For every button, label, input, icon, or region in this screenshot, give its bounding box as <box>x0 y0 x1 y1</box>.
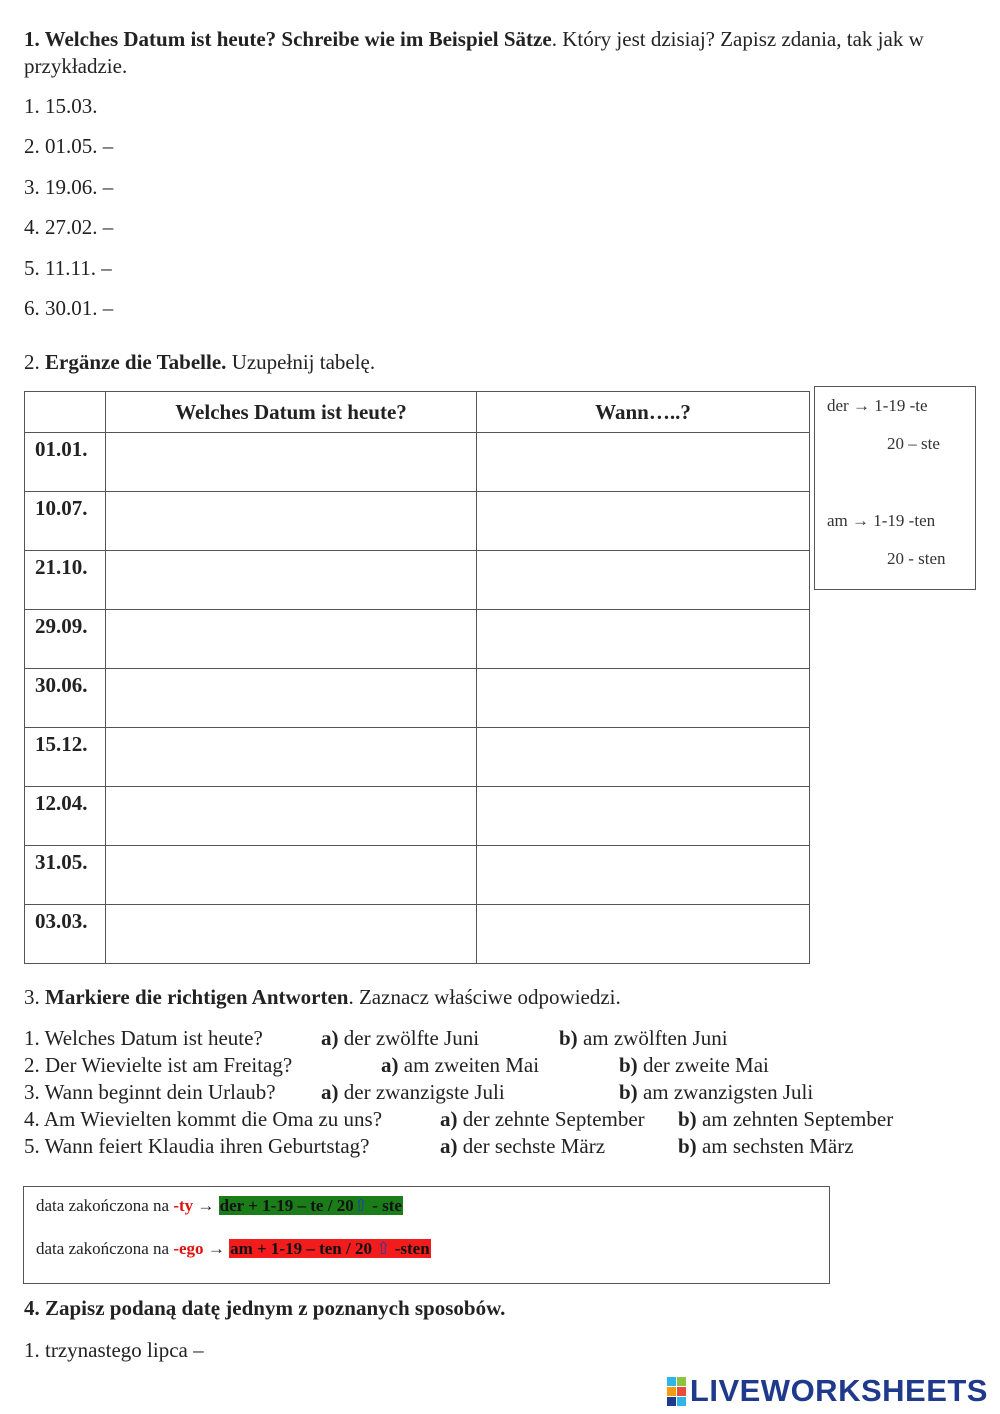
question-row <box>24 1025 984 1052</box>
option-b-label: b) <box>678 1134 697 1158</box>
answer-cell-date[interactable] <box>106 846 477 905</box>
task1-item: 1. 15.03. <box>24 94 98 118</box>
task2-title-bold: Ergänze die Tabelle. <box>45 350 227 374</box>
answer-cell-date[interactable] <box>106 787 477 846</box>
answer-cell-when[interactable] <box>477 433 810 492</box>
option-b[interactable] <box>619 1052 769 1079</box>
answer-cell-when[interactable] <box>477 610 810 669</box>
ending-rule-highlight <box>229 1239 431 1258</box>
table-row <box>25 551 810 610</box>
ending-prefix: data zakończona na <box>36 1196 170 1215</box>
table-row <box>25 728 810 787</box>
rule-der: der → 1-19 -te <box>827 396 928 415</box>
option-b-text: am sechsten März <box>701 1134 854 1158</box>
task3-heading <box>24 984 621 1011</box>
ending-rule-end: -sten <box>394 1239 430 1258</box>
option-b[interactable] <box>678 1106 893 1133</box>
table-header-when: Wann…..? <box>477 392 810 433</box>
question-text: 4. Am Wievielten kommt die Oma zu uns? <box>24 1107 383 1131</box>
row-date: 31.05. <box>25 846 106 905</box>
ending-rule-end: - ste <box>372 1196 402 1215</box>
answer-cell-when[interactable] <box>477 846 810 905</box>
task1-item: 2. 01.05. – <box>24 134 114 158</box>
option-b[interactable] <box>559 1025 728 1052</box>
ending-rule-highlight <box>219 1196 403 1215</box>
option-a-text: am zweiten Mai <box>403 1053 540 1077</box>
table-row <box>25 787 810 846</box>
ending-rule-text: am + 1-19 – ten / 20 <box>230 1239 372 1258</box>
table-row <box>25 610 810 669</box>
task3-title-rest: . Zaznacz właściwe odpowiedzi. <box>348 985 621 1009</box>
table-row <box>25 433 810 492</box>
option-b-label: b) <box>678 1107 697 1131</box>
answer-cell-date[interactable] <box>106 728 477 787</box>
rule-am: am → 1-19 -ten <box>827 511 936 530</box>
task2-prefix: 2. <box>24 350 40 374</box>
option-b-text: am zehnten September <box>701 1107 894 1131</box>
task1-item: 6. 30.01. – <box>24 296 114 320</box>
question-text: 5. Wann feiert Klaudia ihren Geburtstag? <box>24 1134 370 1158</box>
answer-cell-date[interactable] <box>106 610 477 669</box>
arrow-right-icon: → <box>197 1196 215 1215</box>
answer-cell-when[interactable] <box>477 905 810 964</box>
question-text: 3. Wann beginnt dein Urlaub? <box>24 1080 276 1104</box>
option-a-text: der zwölfte Juni <box>343 1026 480 1050</box>
row-date: 15.12. <box>25 728 106 787</box>
option-a[interactable] <box>321 1079 505 1106</box>
table-header-row <box>25 392 810 433</box>
question-text: 2. Der Wievielte ist am Freitag? <box>24 1053 293 1077</box>
table-row <box>25 492 810 551</box>
task4-item: 1. trzynastego lipca – <box>24 1338 204 1362</box>
task1-heading <box>24 26 984 80</box>
question-row <box>24 1079 984 1106</box>
ending-rule-text: der + 1-19 – te / 20 <box>219 1196 354 1215</box>
answer-cell-date[interactable] <box>106 551 477 610</box>
option-b[interactable] <box>619 1079 813 1106</box>
row-date: 01.01. <box>25 433 106 492</box>
dates-table <box>24 391 810 964</box>
answer-cell-when[interactable] <box>477 728 810 787</box>
answer-cell-date[interactable] <box>106 492 477 551</box>
option-a[interactable] <box>321 1025 479 1052</box>
ending-suffix: -ego <box>173 1239 204 1258</box>
option-a[interactable] <box>440 1133 605 1160</box>
up-arrow-icon: ⇧ <box>376 1239 391 1258</box>
option-a-text: der zehnte September <box>462 1107 645 1131</box>
answer-cell-date[interactable] <box>106 669 477 728</box>
task4-heading: 4. Zapisz podaną datę jednym z poznanych sposobów. <box>24 1296 506 1320</box>
answer-cell-date[interactable] <box>106 433 477 492</box>
row-date: 30.06. <box>25 669 106 728</box>
option-b-label: b) <box>559 1026 578 1050</box>
question-row <box>24 1052 984 1079</box>
answer-cell-when[interactable] <box>477 492 810 551</box>
logo-text: LIVEWORKSHEETS <box>689 1373 988 1408</box>
row-date: 29.09. <box>25 610 106 669</box>
option-a-label: a) <box>381 1053 399 1077</box>
up-arrow-icon: ⇧ <box>353 1196 368 1215</box>
task1-item: 5. 11.11. – <box>24 256 112 280</box>
option-a[interactable] <box>381 1052 539 1079</box>
option-a-label: a) <box>321 1026 339 1050</box>
option-b-text: am zwanzigsten Juli <box>642 1080 814 1104</box>
ending-line-ego <box>36 1239 431 1259</box>
table-header-empty <box>25 392 106 433</box>
date-ending-box <box>23 1186 830 1284</box>
option-a-text: der zwanzigste Juli <box>343 1080 505 1104</box>
table-header-date: Welches Datum ist heute? <box>106 392 477 433</box>
option-a-label: a) <box>440 1107 458 1131</box>
rule-am-20: 20 - sten <box>887 549 946 568</box>
table-row <box>25 669 810 728</box>
ending-prefix: data zakończona na <box>36 1239 170 1258</box>
answer-cell-when[interactable] <box>477 787 810 846</box>
answer-cell-when[interactable] <box>477 551 810 610</box>
rule-der-20: 20 – ste <box>887 434 940 453</box>
row-date: 03.03. <box>25 905 106 964</box>
answer-cell-when[interactable] <box>477 669 810 728</box>
ending-suffix: -ty <box>173 1196 194 1215</box>
option-a-label: a) <box>321 1080 339 1104</box>
option-b[interactable] <box>678 1133 854 1160</box>
task2-title-rest: Uzupełnij tabelę. <box>231 350 376 374</box>
ending-rule-box <box>814 386 976 590</box>
arrow-right-icon: → <box>207 1239 225 1258</box>
option-a[interactable] <box>440 1106 645 1133</box>
logo-blocks-icon <box>667 1377 686 1406</box>
task1-item: 4. 27.02. – <box>24 215 114 239</box>
task1-item: 3. 19.06. – <box>24 175 114 199</box>
task3-prefix: 3. <box>24 985 40 1009</box>
table-row <box>25 846 810 905</box>
question-row <box>24 1133 984 1160</box>
row-date: 10.07. <box>25 492 106 551</box>
task1-title-bold: 1. Welches Datum ist heute? Schreibe wie im Beispiel Sätze <box>24 27 552 51</box>
row-date: 21.10. <box>25 551 106 610</box>
row-date: 12.04. <box>25 787 106 846</box>
option-b-text: am zwölften Juni <box>582 1026 728 1050</box>
option-b-text: der zweite Mai <box>642 1053 769 1077</box>
option-a-label: a) <box>440 1134 458 1158</box>
task3-title-bold: Markiere die richtigen Antworten <box>45 985 349 1009</box>
question-text: 1. Welches Datum ist heute? <box>24 1026 263 1050</box>
answer-cell-date[interactable] <box>106 905 477 964</box>
liveworksheets-logo <box>667 1374 988 1408</box>
table-row <box>25 905 810 964</box>
option-a-text: der sechste März <box>462 1134 606 1158</box>
task2-heading <box>24 349 375 376</box>
option-b-label: b) <box>619 1053 638 1077</box>
question-row <box>24 1106 984 1133</box>
option-b-label: b) <box>619 1080 638 1104</box>
task1-title-rest: . Który jest dzisiaj? Zapisz zdania, tak jak w przykładzie. <box>24 27 924 78</box>
ending-line-ty <box>36 1196 403 1216</box>
